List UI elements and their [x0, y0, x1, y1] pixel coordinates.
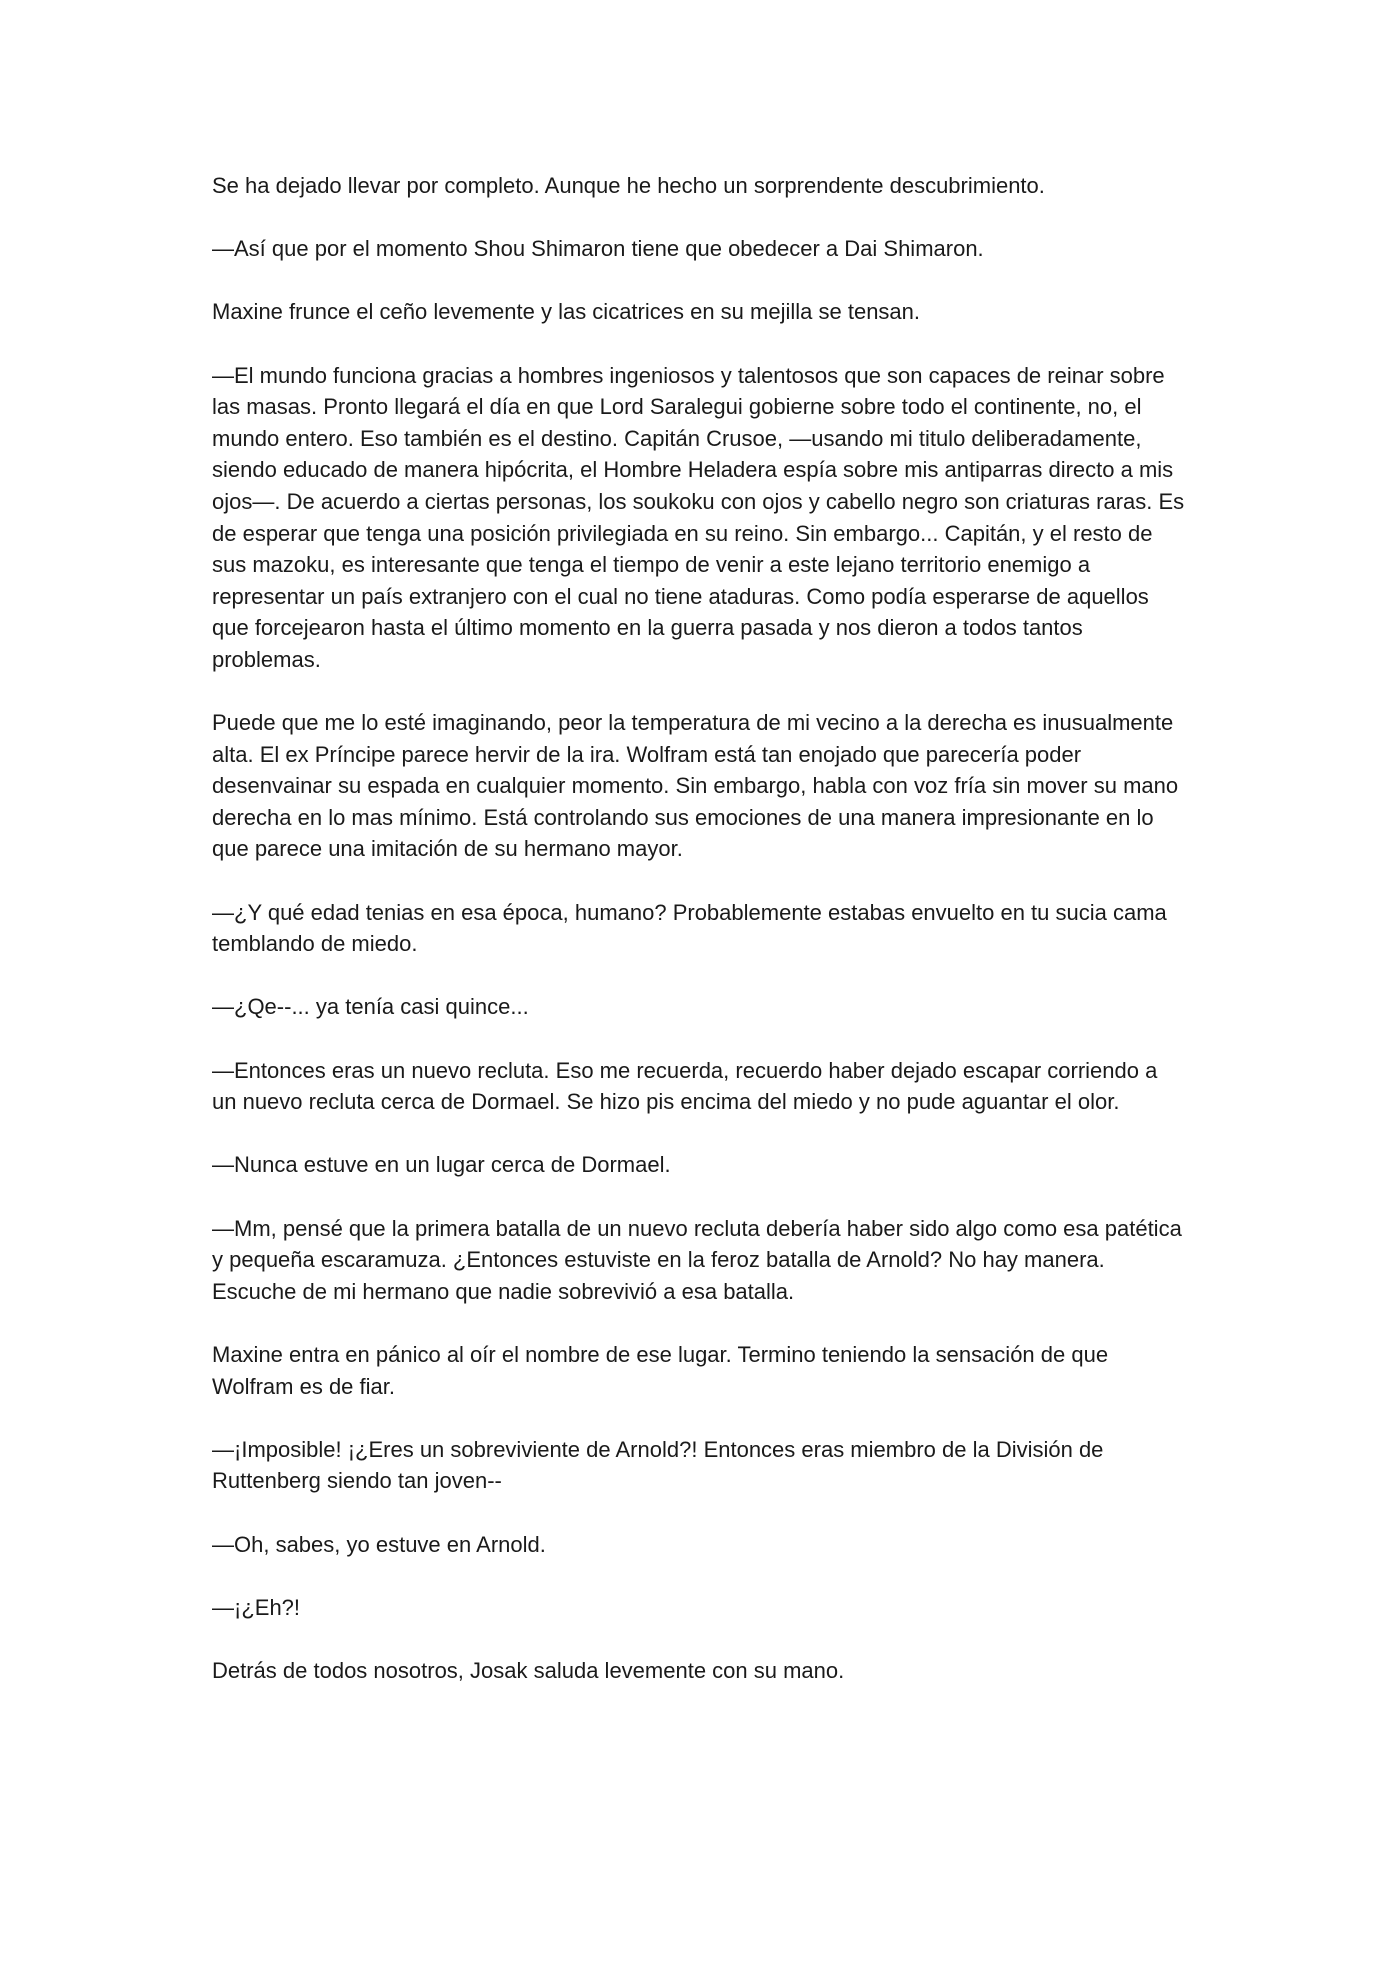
paragraph: Maxine entra en pánico al oír el nombre de ese lugar. Termino teniendo la sensación de que Wolfram es de fiar. — [212, 1341, 1109, 1399]
paragraph: —Oh, sabes, yo estuve en Arnold. — [212, 1531, 546, 1557]
paragraph: Maxine frunce el ceño levemente y las cicatrices en su mejilla se tensan. — [212, 299, 921, 325]
paragraph: Detrás de todos nosotros, Josak saluda levemente con su mano. — [212, 1657, 845, 1683]
paragraph: —Mm, pensé que la primera batalla de un nuevo recluta debería haber sido algo como esa patética y pequeña escaramuza. ¿Entonces estuviste en la feroz batalla de Arnold? No hay manera. Escuche de mi hermano que nadie sobrevivió a esa batalla. — [212, 1215, 1182, 1304]
paragraph: Puede que me lo esté imaginando, peor la temperatura de mi vecino a la derecha es inusualmente alta. El ex Príncipe parece hervir de la ira. Wolfram está tan enojado que parecería poder desenvainar su espada en cualquier momento. Sin embargo, habla con voz fría sin mover su mano derecha en lo mas mínimo. Está controlando sus emociones de una manera impresionante en lo que parece una imitación de su hermano mayor. — [212, 710, 1179, 862]
paragraph: —¿Y qué edad tenias en esa época, humano? Probablemente estabas envuelto en tu sucia cama temblando de miedo. — [212, 899, 1167, 957]
paragraph: —¿Qe--... ya tenía casi quince... — [212, 994, 529, 1020]
paragraph: —¡¿Eh?! — [212, 1594, 301, 1620]
paragraph: —El mundo funciona gracias a hombres ingeniosos y talentosos que son capaces de reinar sobre las masas. Pronto llegará el día en que Lord Saralegui gobierne sobre todo el continente, no, el mundo entero. Eso también es el destino. Capitán Crusoe, —usando mi titulo deliberadamente, siendo educado de manera hipócrita, el Hombre Heladera espía sobre mis antiparras directo a mis ojos—. De acuerdo a ciertas personas, los soukoku con ojos y cabello negro son criaturas raras. Es de esperar que tenga una posición privilegiada en su reino. Sin embargo... Capitán, y el resto de sus mazoku, es interesante que tenga el tiempo de venir a este lejano territorio enemigo a representar un país extranjero con el cual no tiene ataduras. Como podía esperarse de aquellos que forcejearon hasta el último momento en la guerra pasada y nos dieron a todos tantos problemas. — [212, 362, 1185, 672]
paragraph: —Así que por el momento Shou Shimaron tiene que obedecer a Dai Shimaron. — [212, 236, 984, 262]
paragraph: —Entonces eras un nuevo recluta. Eso me recuerda, recuerdo haber dejado escapar corriendo a un nuevo recluta cerca de Dormael. Se hizo pis encima del miedo y no pude aguantar el olor. — [212, 1057, 1158, 1115]
paragraph: Se ha dejado llevar por completo. Aunque he hecho un sorprendente descubrimiento. — [212, 173, 1045, 198]
paragraph: —Nunca estuve en un lugar cerca de Dormael. — [212, 1152, 671, 1178]
document-body — [212, 170, 1185, 1687]
paragraph: —¡Imposible! ¡¿Eres un sobreviviente de Arnold?! Entonces eras miembro de la División de Ruttenberg siendo tan joven-- — [212, 1436, 1104, 1494]
